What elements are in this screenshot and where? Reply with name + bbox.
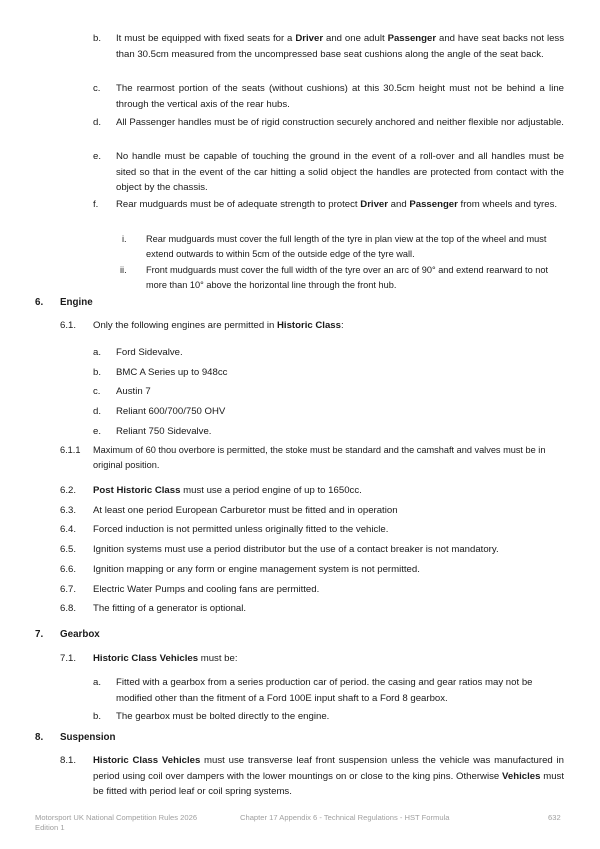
bold-term: Driver [360, 199, 388, 210]
para-6-4-number: 6.4. [60, 524, 77, 535]
section-7-number: 7. [35, 629, 44, 640]
text-run: The fitting of a generator is optional. [93, 603, 247, 614]
section-6-title: Engine [60, 297, 93, 308]
text-run: and one adult [323, 33, 388, 44]
para-6-1-1-text: Maximum of 60 thou overbore is permitted, the stoke must be standard and the camshaft and valves must be in original position. [93, 445, 546, 470]
para-6-1-1-number: 6.1.1 [60, 445, 81, 455]
bold-term: Historic Class Vehicles [93, 653, 199, 664]
engine-b-label: b. [93, 367, 102, 378]
bold-term: Post Historic Class [93, 485, 181, 496]
engine-c-label: c. [93, 386, 101, 397]
para-8-1-number: 8.1. [60, 755, 77, 766]
para-6-1-text [93, 318, 564, 334]
text-run: No handle must be capable of touching the ground in the event of a roll-over and all handles must be sited so that in the event of the car hitting a solid object the handles are protected from contact with the object by the chassis. [116, 151, 564, 194]
para-8-1-text [93, 753, 564, 800]
para-7-1-number: 7.1. [60, 653, 77, 664]
footer-edition: Edition 1 [35, 823, 65, 832]
para-6-1-number: 6.1. [60, 320, 77, 331]
para-6-8-number: 6.8. [60, 603, 77, 614]
footer-rulebook-title: Motorsport UK National Competition Rules 2026 [35, 813, 198, 822]
text-run: Ignition mapping or any form or engine management system is not permitted. [93, 564, 420, 575]
item-f-label: f. [93, 199, 99, 210]
item-b-label: b. [93, 33, 102, 44]
text-run: Electric Water Pumps and cooling fans are permitted. [93, 584, 320, 595]
para-6-6-text [93, 562, 564, 578]
item-e-label: e. [93, 151, 102, 162]
footer-chapter: Chapter 17 Appendix 6 - Technical Regulations - HST Formula [240, 813, 450, 822]
para-6-3-text [93, 503, 564, 519]
section-7-title: Gearbox [60, 629, 100, 640]
para-6-2-text [93, 483, 564, 499]
text-run: Forced induction is not permitted unless originally fitted to the vehicle. [93, 524, 389, 535]
engine-e-label: e. [93, 426, 102, 437]
bold-term: Historic Class Vehicles [93, 755, 201, 766]
text-run: and have seat backs not less than 30.5cm measured from the uncompressed base seat cushions along the angle of the seat back. [116, 33, 564, 60]
bold-term: Passenger [387, 33, 437, 44]
engine-e-text: Reliant 750 Sidevalve. [116, 426, 212, 437]
engine-d-text: Reliant 600/700/750 OHV [116, 406, 226, 417]
text-run: It must be equipped with fixed seats for a [116, 33, 296, 44]
para-6-4-text [93, 522, 564, 538]
gearbox-b-label: b. [93, 711, 102, 722]
text-run: must use a period engine of up to 1650cc. [180, 485, 362, 496]
para-7-1-text [93, 651, 564, 667]
text-run: : [340, 320, 344, 331]
sub-item-i-text: Rear mudguards must cover the full length of the tyre in plan view at the top of the wheel and must extend outwards to within 5cm of the outside edge of the tyre wall. [146, 234, 547, 259]
text-run: must be: [198, 653, 238, 664]
gearbox-b-text: The gearbox must be bolted directly to the engine. [116, 711, 330, 722]
engine-d-label: d. [93, 406, 102, 417]
para-6-3-number: 6.3. [60, 505, 77, 516]
footer-page-number: 632 [548, 813, 561, 822]
sub-item-ii-label: ii. [120, 265, 127, 275]
text-run: The rearmost portion of the seats (without cushions) at this 30.5cm height must not be behind a line through the vertical axis of the rear hubs. [116, 83, 564, 110]
section-8-number: 8. [35, 732, 44, 743]
item-c-text [116, 81, 564, 112]
para-6-8-text [93, 601, 564, 617]
text-run: Only the following engines are permitted in [93, 320, 277, 331]
engine-a-text: Ford Sidevalve. [116, 347, 183, 358]
item-d-text [116, 115, 564, 131]
text-run: At least one period European Carburetor must be fitted and in operation [93, 505, 398, 516]
gearbox-a-text: Fitted with a gearbox from a series production car of period. the casing and gear ratios may not be modified other than the fitment of a Ford 100E input shaft to a Ford 8 gearbox. [116, 677, 533, 704]
text-run: Ignition systems must use a period distributor but the use of a contact breaker is not mandatory. [93, 544, 499, 555]
item-c-label: c. [93, 83, 101, 94]
sub-item-ii-text: Front mudguards must cover the full width of the tyre over an arc of 90° and extend rearward to not more than 10° above the horizontal line through the front hub. [146, 265, 549, 290]
text-run: Rear mudguards must be of adequate strength to protect [116, 199, 361, 210]
bold-term: Passenger [409, 199, 458, 210]
para-6-5-number: 6.5. [60, 544, 77, 555]
item-d-label: d. [93, 117, 102, 128]
item-e-text [116, 149, 564, 196]
section-6-number: 6. [35, 297, 44, 308]
bold-term: Vehicles [502, 770, 541, 782]
para-6-5-text [93, 542, 564, 558]
item-b-text [116, 31, 564, 62]
para-6-7-number: 6.7. [60, 584, 77, 595]
engine-c-text: Austin 7 [116, 386, 151, 397]
text-run: must use transverse leaf front suspension unless the vehicle was manufactured in period using coil over dampers with the lower mountings on or close to the king pins. Otherwise [93, 755, 564, 782]
engine-b-text: BMC A Series up to 948cc [116, 367, 228, 378]
bold-term: Driver [295, 33, 324, 44]
text-run: and [388, 199, 410, 210]
text-run: All Passenger handles must be of rigid construction securely anchored and neither flexible nor adjustable. [116, 117, 564, 128]
section-8-title: Suspension [60, 732, 116, 743]
bold-term: Historic Class [276, 320, 341, 331]
sub-item-i-label: i. [122, 234, 127, 244]
gearbox-a-label: a. [93, 677, 102, 688]
para-6-6-number: 6.6. [60, 564, 77, 575]
text-run: from wheels and tyres. [457, 199, 558, 210]
item-f-text [116, 197, 564, 213]
para-6-7-text [93, 582, 564, 598]
para-6-2-number: 6.2. [60, 485, 77, 496]
text-run: must be fitted with period leaf or coil spring systems. [93, 770, 564, 798]
engine-a-label: a. [93, 347, 102, 358]
